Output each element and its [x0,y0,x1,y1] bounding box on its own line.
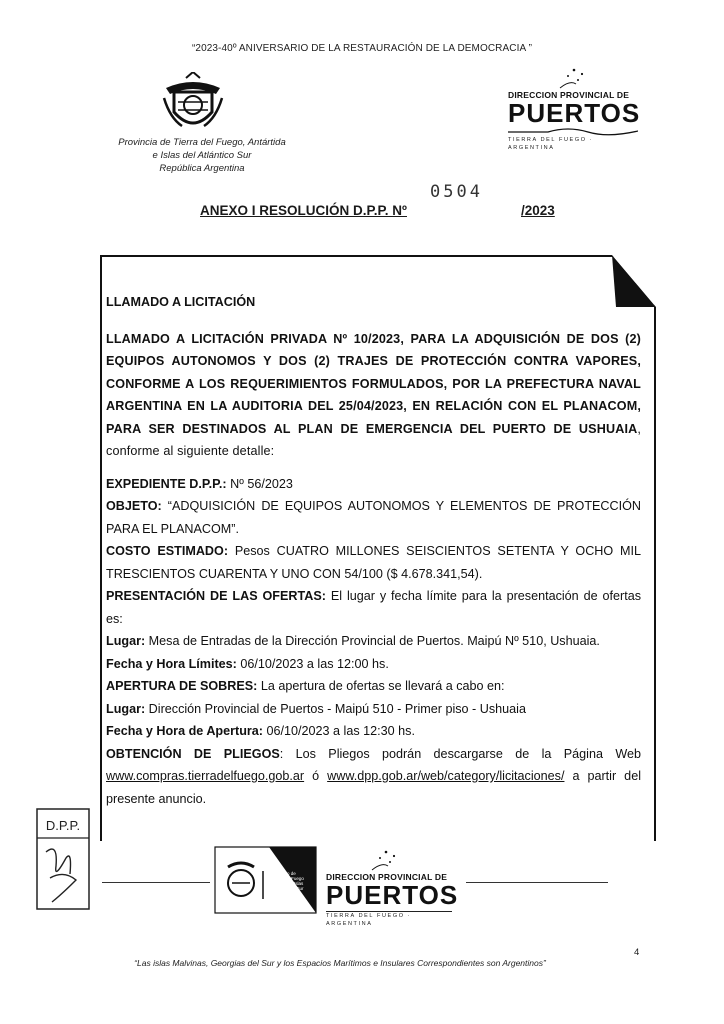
province-line: e Islas del Atlántico Sur [152,150,252,161]
field-label: APERTURA DE SOBRES: [106,679,258,693]
obtencion-row [106,743,641,811]
section-heading: LLAMADO A LICITACIÓN [106,295,256,309]
field-label: Fecha y Hora Límites: [106,656,237,671]
announcement-body [106,291,641,810]
apertura-row [106,675,641,698]
dpp-logo-tagline: TIERRA DEL FUEGO · ARGENTINA [508,137,594,151]
dpp-initials-stamp [36,808,90,910]
stamp-label: D.P.P. [45,818,81,833]
stars-icon [366,848,406,872]
government-logo [213,845,318,915]
divider [466,882,608,883]
compras-link[interactable]: www.compras.tierradelfuego.gob.ar [106,769,305,783]
dpp-logo-title: PUERTOS [326,880,459,910]
gov-logo-text: Gobierno de Tierra del Fuego Antártida e Islas del Atlántico Sur [271,871,304,891]
field-value: 06/10/2023 a las 12:30 hs. [263,724,415,738]
field-value: : Los Pliegos podrán descargarse de la Página Web [279,746,642,761]
field-label: Lugar: [106,634,146,648]
lugar-apertura-row [106,698,641,721]
annex-year: /2023 [521,203,555,218]
province-name [92,136,312,175]
field-value: Nº 56/2023 [226,476,293,491]
expediente-row [106,473,641,496]
page-number: 4 [634,947,640,958]
link-separator: ó [304,769,328,783]
fecha-limite-row [106,653,641,676]
dpp-logo-subtitle: DIRECCION PROVINCIAL DE [326,872,448,882]
province-crest-icon [160,72,226,138]
province-line: República Argentina [159,163,245,174]
call-description-tail: , conforme al siguiente detalle: [106,421,641,458]
resolution-number-stamp: 0504 [430,182,483,202]
dpp-logo-footer [326,848,459,928]
dpp-logo-subtitle: DIRECCION PROVINCIAL DE [508,90,630,100]
call-description [106,328,641,463]
field-value: El lugar y fecha límite para la presentación de ofertas es: [106,589,641,626]
field-label: EXPEDIENTE D.P.P.: [106,476,227,491]
lugar-row [106,630,641,653]
fecha-apertura-row [106,720,641,743]
objeto-row [106,495,641,540]
field-value: La apertura de ofertas se llevará a cabo en: [257,679,505,693]
presentacion-row [106,585,641,630]
stars-icon [554,66,594,90]
divider [102,882,210,883]
province-line: Provincia de Tierra del Fuego, Antártida [118,137,286,148]
field-value: “ADQUISICIÓN DE EQUIPOS AUTONOMOS Y ELEMENTOS DE PROTECCIÓN PARA EL PLANACOM”. [106,499,641,536]
field-label: OBJETO: [106,499,162,513]
footer-note: “Las islas Malvinas, Georgias del Sur y los Espacios Marítimos e Insulares Correspondientes son Argentinos” [134,958,546,968]
costo-row [106,540,641,585]
header-motto: “2023-40º ANIVERSARIO DE LA RESTAURACIÓN DE LA DEMOCRACIA ” [191,43,533,54]
field-value: Dirección Provincial de Puertos - Maipú 510 - Primer piso - Ushuaia [145,701,526,716]
field-value: a partir del presente anuncio. [106,769,641,806]
annex-title: ANEXO I RESOLUCIÓN D.P.P. Nº [200,203,407,218]
signature-icon [46,849,76,902]
field-label: Fecha y Hora de Apertura: [106,724,263,738]
field-label: PRESENTACIÓN DE LAS OFERTAS: [106,589,326,603]
dpp-logo [508,66,641,151]
dpp-logo-title: PUERTOS [508,98,641,128]
field-label: Lugar: [106,701,146,716]
field-value: Pesos CUATRO MILLONES SEISCIENTOS SETENTA Y OCHO MIL TRESCIENTOS CUARENTA Y UNO CON 54/100 ($ 4.678.341,54). [106,544,641,581]
field-value: 06/10/2023 a las 12:00 hs. [236,656,389,671]
call-description-bold: LLAMADO A LICITACIÓN PRIVADA Nº 10/2023, PARA LA ADQUISICIÓN DE DOS (2) EQUIPOS AUTONOMOS Y DOS (2) TRAJES DE PROTECCIÓN CONTRA VAPORES, CONFORME A LOS REQUERIMIENTOS FORMULADOS, POR LA PREFECTURA NAVAL ARGENTINA EN LA AUDITORIA DEL 25/04/2023, EN RELACIÓN CON EL PLANACOM, PARA SER DESTINADOS AL PLAN DE EMERGENCIA DEL PUERTO DE USHUAIA [106,331,641,436]
field-label: COSTO ESTIMADO: [106,544,229,558]
dpp-licitaciones-link[interactable]: www.dpp.gob.ar/web/category/licitaciones/ [327,769,565,783]
field-label: OBTENCIÓN DE PLIEGOS [106,746,280,761]
field-value: Mesa de Entradas de la Dirección Provincial de Puertos. Maipú Nº 510, Ushuaia. [145,634,600,648]
dpp-logo-tagline: TIERRA DEL FUEGO · ARGENTINA [326,913,412,927]
